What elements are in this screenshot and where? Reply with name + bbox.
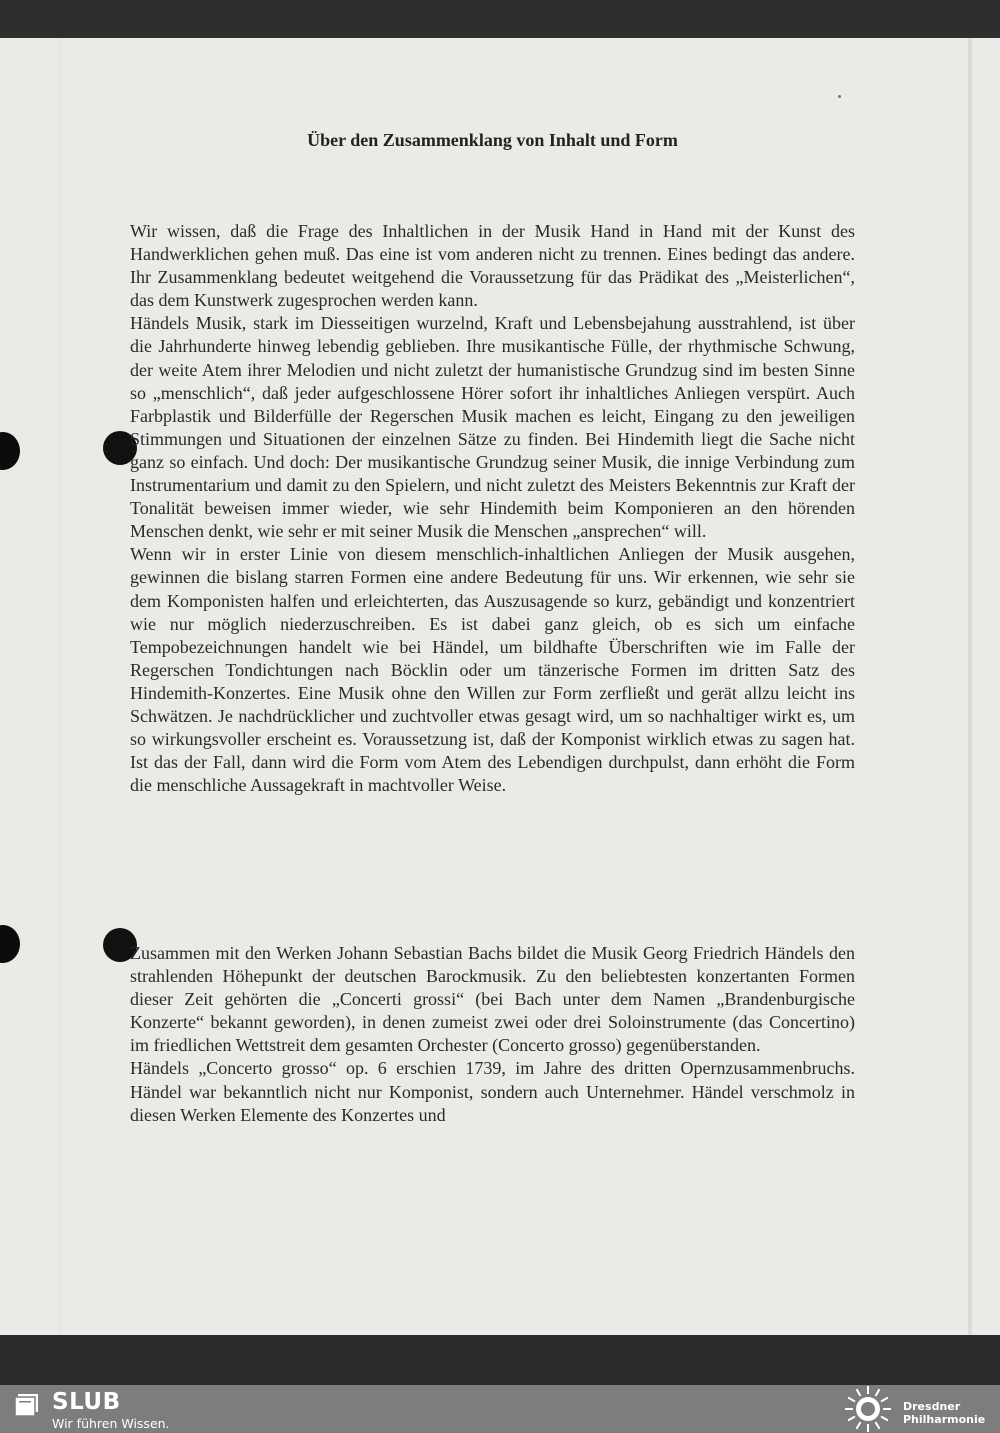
partner-name-line1[interactable]: Dresdner xyxy=(903,1400,961,1413)
paper-speck xyxy=(838,95,841,98)
footer-bar xyxy=(0,1385,1000,1433)
scan-top-border xyxy=(0,0,1000,38)
paragraph: Händels Musik, stark im Diesseitigen wurzelnd, Kraft und Lebensbejahung ausstrahlend, ist über die Jahrhunderte hinweg lebendig geblieben. Ihre musikantische Fülle, der rhythmische Schwung, der weite Atem ihrer Melodien und nicht zuletzt der humanistische Grundzug sind im besten Sinne so „menschlich“, daß jeder aufgeschlossene Hörer sofort ihr inhaltliches Anliegen verspürt. Auch Farbplastik und Bilderfülle der Regerschen Musik machen es leicht, Eingang zu den jeweiligen Stimmungen und Situationen der einzelnen Sätze zu finden. Bei Hindemith liegt die Sache nicht ganz so einfach. Und doch: Der musikantische Grundzug seiner Musik, die innige Verbindung zum Instrumentarium und damit zu den Spielern, und nicht zuletzt des Meisters Bekenntnis zur Kraft der Tonalität beweisen immer wieder, wie sehr Hindemith beim Komponieren an den hörenden Menschen denkt, wie sehr er mit seiner Musik die Menschen „ansprechen“ will. xyxy=(130,313,855,542)
section-handel-concerto xyxy=(130,942,855,1127)
paragraph: Zusammen mit den Werken Johann Sebastian Bachs bildet die Musik Georg Friedrich Händels den strahlenden Höhepunkt der deutschen Barockmusik. Zu den beliebtesten konzertanten Formen dieser Zeit gehörten die „Concerti grossi“ (bei Bach unter dem Namen „Brandenburgische Konzerte“ bekannt geworden), in denen zumeist zwei oder drei Soloinstrumente (das Concertino) im friedlichen Wettstreit dem gesamten Orchester (Concerto grosso) gegenüberstanden. xyxy=(130,943,855,1056)
paragraph: Wenn wir in erster Linie von diesem menschlich-inhaltlichen Anliegen der Musik ausgehen, gewinnen die bislang starren Formen eine andere Bedeutung für uns. Wir erkennen, wie sehr sie dem Komponisten halfen und erleichterten, das Auszusagende so kurz, gebändigt und konzentriert wie nur möglich niederzuschreiben. Es ist dabei ganz gleich, ob es sich um einfache Tempobezeichnungen handelt wie bei Händel, um bildhafte Überschriften wie im Falle der Regerschen Tondichtungen nach Böcklin oder um tänzerische Formen im dritten Satz des Hindemith-Konzertes. Eine Musik ohne den Willen zur Form zerfließt und gerät allzu leicht ins Schwätzen. Je nachdrücklicher und zuchtvoller etwas gesagt wird, um so nachhaltiger wirkt es, um so wirkungsvoller erscheint es. Voraussetzung ist, daß der Komponist wirklich etwas zu sagen hat. Ist das der Fall, dann wird die Form vom Atem des Lebendigen durchpulst, dann erhöht die Form die menschliche Aussagekraft in machtvoller Weise. xyxy=(130,544,855,796)
page-fold-line xyxy=(60,38,61,1335)
partner-name-line2[interactable]: Philharmonie xyxy=(903,1413,986,1426)
scan-bottom-border xyxy=(0,1335,1000,1385)
section-form-content xyxy=(130,220,855,797)
slub-logo-text[interactable]: SLUB xyxy=(52,1389,121,1415)
philharmonie-sun-icon xyxy=(842,1385,894,1433)
page-title: Über den Zusammenklang von Inhalt und Form xyxy=(307,130,678,150)
page-edge xyxy=(968,38,972,1335)
slub-tagline: Wir führen Wissen. xyxy=(52,1416,170,1431)
paragraph: Wir wissen, daß die Frage des Inhaltlichen in der Musik Hand in Hand mit der Kunst des Handwerklichen gehen muß. Das eine ist vom anderen nicht zu trennen. Eines bedingt das andere. Ihr Zusammenklang bedeutet weitgehend die Voraussetzung für das Prädikat des „Meisterlichen“, das dem Kunstwerk zugesprochen werden kann. xyxy=(130,221,855,311)
slub-book-icon xyxy=(14,1393,40,1417)
paragraph: Händels „Concerto grosso“ op. 6 erschien 1739, im Jahre des dritten Opernzusammenbruchs. Händel war bekanntlich nicht nur Komponist, sondern auch Unternehmer. Händel verschmolz in diesen Werken Elemente des Konzertes und xyxy=(130,1058,855,1125)
